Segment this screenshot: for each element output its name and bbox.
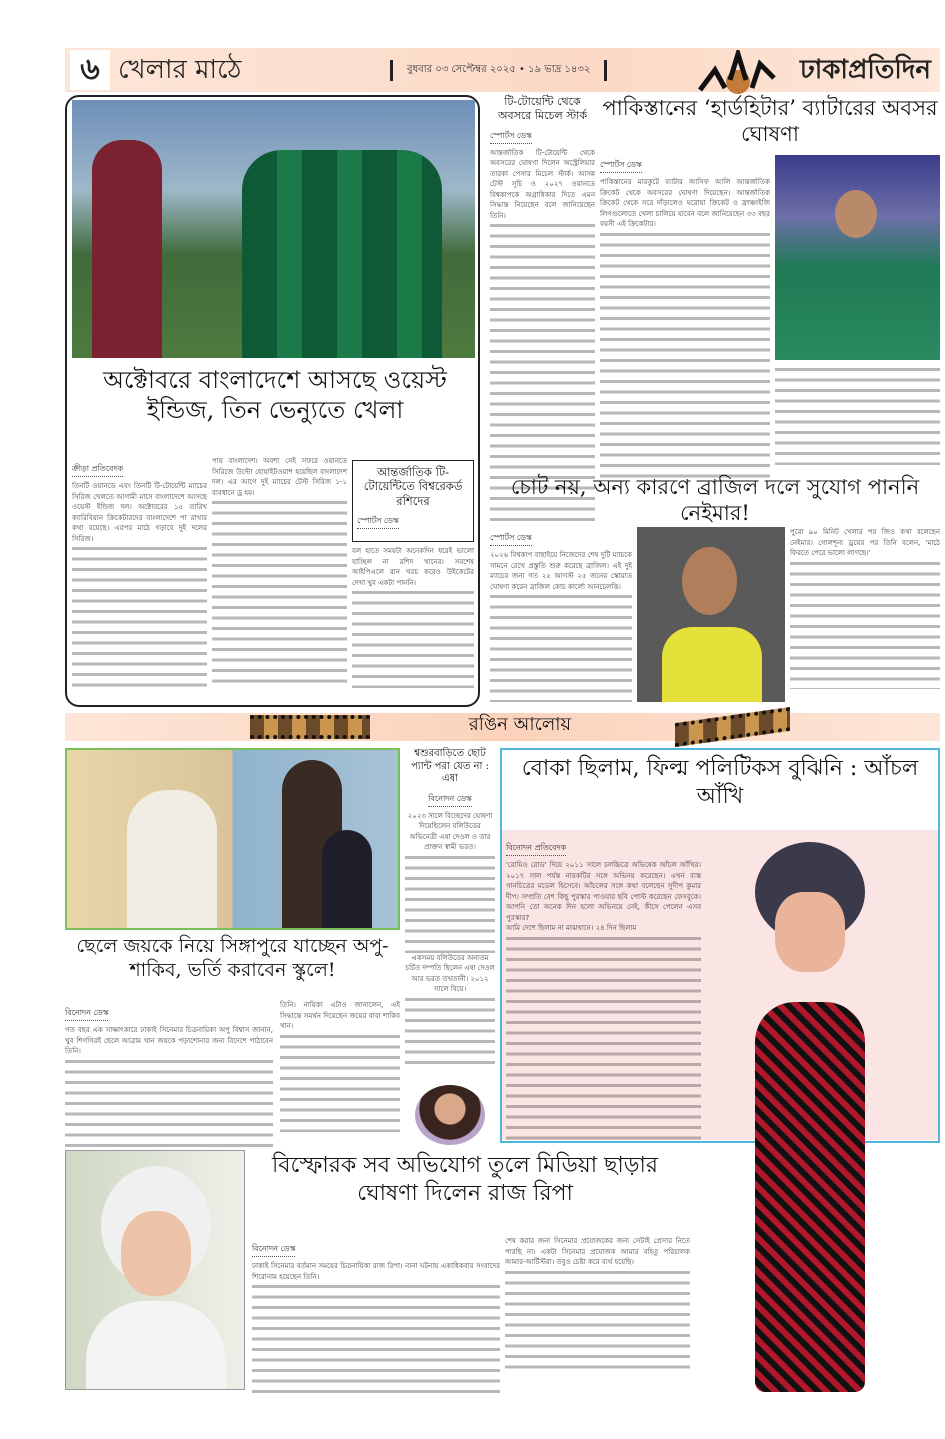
- achol-body-text: [506, 934, 701, 1144]
- windies-byline: ক্রীড়া প্রতিবেদক: [72, 463, 123, 477]
- ripa-lead: ঢাকাই সিনেমার বর্তমান সময়ের চিত্রনায়িকা রাজ রিপা। নানা ঘটনায় একাধিকবার সংবাদের শিরোনাম হয়েছেন তিনি।: [252, 1262, 500, 1281]
- pakistan-byline: স্পোর্টস ডেস্ক: [600, 159, 642, 173]
- rashid-byline: স্পোর্টস ডেস্ক: [357, 515, 399, 529]
- achol-answer: আমি দেশে ছিলাম না মাঝখানে। ২৪ দিন ছিলাম: [506, 924, 637, 932]
- rashid-headline: আন্তর্জাতিক টি-টোয়েন্টিতে বিশ্বরেকর্ড রশিদের: [363, 465, 463, 508]
- ripa-col2: শেষ করার জন্য সিনেমার প্রযোজকের জন্য সেটাই প্রেসার নিতে পারছি না। একটা সিনেমার প্রযোজক আমার বহিতু পরিচালক আমার-আর্টিস্টরা। তবুও চেষ্টা করে ব্যর্থ হয়েছি।: [505, 1237, 690, 1266]
- achol-akhi-photo: [700, 832, 910, 1392]
- page-number: ৬: [70, 50, 110, 90]
- raj-ripa-photo: [65, 1150, 245, 1390]
- achol-byline: বিনোদন প্রতিবেদক: [506, 842, 566, 856]
- neymar-col3: পুরো ৯০ মিনিট খেলার পর জিও কথা বলেছেন নেইমার। গোলশূন্য ড্রয়ের পর তিনি বলেন, 'মাঠে ফিরতে পেরে ভালো লাগছে।': [790, 528, 940, 557]
- starc-byline: স্পোর্টস ডেস্ক: [490, 130, 532, 144]
- neymar-body-text: [490, 592, 632, 702]
- esha-lead: ২০২৩ সালে বিচ্ছেদের ঘোষণা দিয়েছিলেন বলিউডের অভিনেত্রী এষা দেওল ও তার প্রাক্তন স্বামী ভরত।: [407, 811, 493, 851]
- esha-byline: বিনোদন ডেস্ক: [428, 793, 471, 807]
- windies-body-text-2: [212, 498, 347, 688]
- pakistan-body-text-2: [775, 365, 940, 465]
- pakistan-lead: পাকিস্তানের মারকুটে ব্যাটার আসিফ আলি আন্তর্জাতিক ক্রিকেট থেকে অবসরের ঘোষণা দিয়েছেন। আন্তর্জাতিক ক্রিকেট থেকে সরে দাঁড়ালেও ঘরোয়া ক্রিকেট ও ফ্রাঞ্চাইজি লিগগুলোতে খেলা চালিয়ে যাবেন বলে জানিয়েছেন ৩৩ বছর বয়সী এই ক্রিকেটার।: [600, 178, 770, 228]
- section-title: খেলার মাঠে: [118, 55, 242, 85]
- esha-headline: শ্বশুরবাড়িতে ছোট প্যান্ট পরা যেত না : এষা: [411, 748, 489, 784]
- issue-date: বুধবার ০৩ সেপ্টেম্বর ২০২৫ • ১৯ ভাদ্র ১৪৩২: [390, 60, 607, 81]
- film-strip-icon: [250, 715, 370, 739]
- ripa-body-text-2: [505, 1268, 690, 1373]
- ripa-byline: বিনোদন ডেস্ক: [252, 1243, 295, 1257]
- starc-headline: টি-টোয়েন্টি থেকে অবসরে মিচেল স্টার্ক: [497, 95, 588, 122]
- ripa-headline: বিস্ফোরক সব অভিযোগ তুলে মিডিয়া ছাড়ার ঘোষণা দিলেন রাজ রিপা: [272, 1153, 658, 1206]
- banner-title: রঙিন আলোয়: [468, 714, 572, 735]
- windies-lead: তিনটি ওয়ানডে এবং তিনটি টি-টোয়েন্টি ম্যাচের সিরিজ খেলতে আগামী মাসে বাংলাদেশে আসছে ওয়েস্ট ইন্ডিজ দল। অক্টোবরের ১৫ তারিখ ক্যারিবিয়ান ক্রিকেটারদের বাংলাদেশে পা রাখার কথা রয়েছে। এরপর মাঠে গড়াবে দুই দলের সিরিজ।: [72, 482, 207, 543]
- sports-players-icon: [690, 50, 780, 94]
- pakistan-body-text: [600, 230, 770, 480]
- apu-shakib-photo: [65, 748, 400, 930]
- pakistan-headline: পাকিস্তানের ‘হার্ডহিটার’ ব্যাটারের অবসর ঘোষণা: [602, 96, 938, 147]
- apu-byline: বিনোদন ডেস্ক: [65, 1007, 108, 1021]
- ripa-body-text: [252, 1282, 500, 1397]
- neymar-byline: স্পোর্টস ডেস্ক: [490, 532, 532, 546]
- starc-lead: আন্তর্জাতিক টি-টোয়েন্টি থেকে অবসরের ঘোষণা দিলেন অস্ট্রেলিয়ার তারকা পেসার মিচেল স্টার্ক। আসন্ন টেস্ট সূচি ও ২০২৭ ওয়ানডে বিশ্বকাপকে অগ্রাধিকার দিতে এমন সিদ্ধান্ত নিয়েছেন বলে জানিয়েছেন তিনি।: [490, 148, 595, 220]
- windies-body-text: [72, 544, 207, 689]
- apu-lead: গত বছর এক সাক্ষাৎকারে ঢাকাই সিনেমার চিত্রনায়িকা অপু বিশ্বাস জানান, খুব শিগগিরই ছেলে আব্রাম খান জয়কে পড়াশোনার জন্য বিদেশে পাঠাবেন তিনি।: [65, 1026, 273, 1055]
- apu-body-text-2: [280, 1032, 400, 1132]
- apu-body-text: [65, 1057, 273, 1152]
- apu-col2: তিনি। নায়িকা এটাও জানালেন, এই সিদ্ধান্তে সমর্থন দিয়েছেন জয়ের বাবা শাকিব খান।: [280, 1001, 400, 1030]
- neymar-body-text-2: [790, 559, 940, 689]
- esha-lead-2: একসময় বলিউডের অন্যতম চর্চিত দম্পতি ছিলেন এষা দেওল আর ভরত তখতানী। ২০১২ সালে বিয়ে।: [405, 953, 495, 993]
- apu-headline: ছেলে জয়কে নিয়ে সিঙ্গাপুরে যাচ্ছেন অপু-শাকিব, ভর্তি করাবেন স্কুলে!: [76, 935, 389, 981]
- neymar-lead: ২০২৬ বিশ্বকাপ বাছাইয়ে নিজেদের শেষ দুটি ম্যাচকে সামনে রেখে প্রস্তুতি শুরু করেছে ব্রাজিল। এই দুই ম্যাচের জন্য গত ২৫ আগস্ট ২৫ জনের স্কোয়াড ঘোষণা করেন ব্রাজিল কোচ কার্লো আনচেলত্তি।: [490, 551, 632, 591]
- neymar-headline: চোট নয়, অন্য কারণে ব্রাজিল দলে সুযোগ পাননি নেইমার!: [510, 475, 920, 526]
- windies-bangladesh-cricket-photo: [72, 100, 475, 358]
- esha-body-text-2: [405, 995, 495, 1065]
- achol-headline: বোকা ছিলাম, ফিল্ম পলিটিকস বুঝিনি : আঁচল আঁখি: [521, 756, 919, 809]
- esha-body-text: [405, 853, 495, 953]
- newspaper-logo: ঢাকাপ্রতিদিন: [800, 55, 931, 85]
- rashid-lead: বল হাতে সময়টা অনেকদিন ধরেই ভালো যাচ্ছিল না রশিদ খানের। সবশেষ আইপিএলে রান খরচ করেও উইকেটের দেখা খুব একটা পাননি।: [352, 547, 474, 587]
- rashid-body-text: [352, 588, 474, 688]
- windies-col2: পায় বাংলাদেশ। অবশ্য সেই সফরে ওয়ানডে সিরিজে উল্টো হোয়াইটওয়াশ হয়েছিল বাংলাদেশ দল। এর আগে দুই ম্যাচের টেস্ট সিরিজ ১-১ ব্যবধানে ড্র হয়।: [212, 457, 347, 497]
- asif-ali-photo: [775, 155, 940, 360]
- windies-headline: অক্টোবরে বাংলাদেশে আসছে ওয়েস্ট ইন্ডিজ, তিন ভেন্যুতে খেলা: [103, 366, 447, 424]
- esha-photo: [415, 1085, 485, 1145]
- neymar-photo: [637, 527, 785, 702]
- achol-lead: 'রোমিও রোড' দিয়ে ২০১১ সালে চলচ্চিত্রে অভিষেক আঁচল আঁখির। ২০১৭ সাল পর্যন্ত নায়কটির সঙ্গে অভিনয় করেছেন। এখন ব্যস্ত গানচিত্রের মডেল হিসেবে। আঁচলের সঙ্গে কথা বলেছেন সুদীপ কুমার দীপ। সম্প্রতি বেশ কিছু পুরস্কার পাওয়ার ছবি পোস্ট করেছেন ফেসবুকে। আপনি তো অনেক দিন হলো অভিনয়ে নেই, কীসে পেলেন এসব পুরস্কার?: [506, 861, 701, 922]
